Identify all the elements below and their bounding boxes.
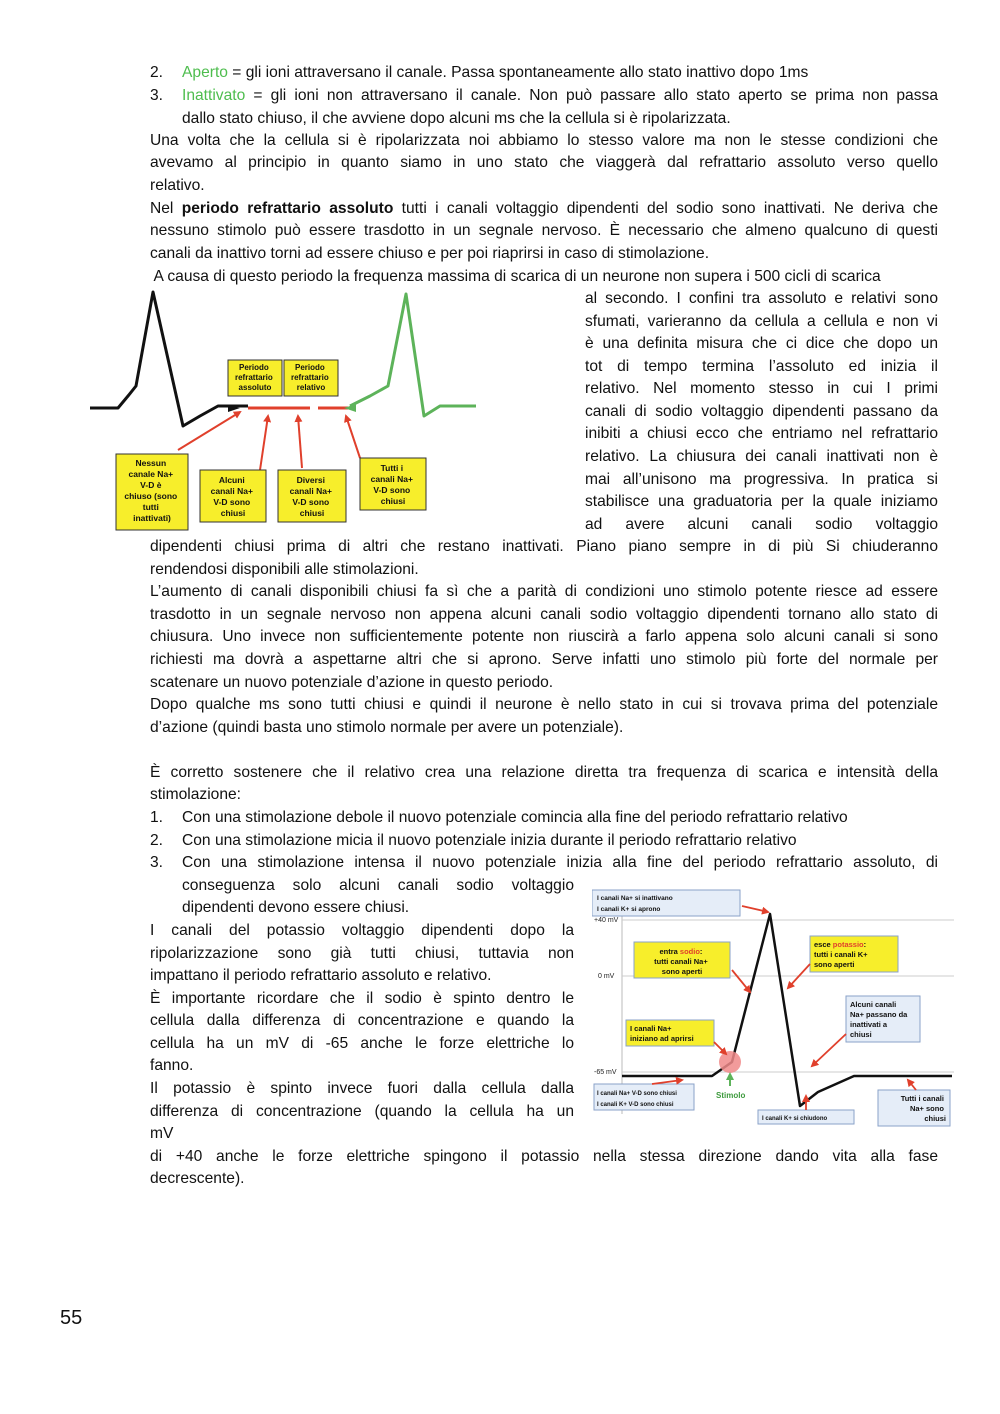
axis-label-plus40: +40 mV (594, 917, 619, 924)
wrap-line: relativo. Nel momento stesso in cui I primi (585, 380, 938, 397)
wrap-line: fanno. (150, 1057, 194, 1074)
arrow-top (742, 906, 768, 912)
red-arrow-4 (346, 416, 360, 458)
wrap-line: al secondo. I confini tra assoluto e relativi sono (585, 290, 938, 307)
list-item: Con una stimolazione debole il nuovo potenziale comincia alla fine del periodo refrattario relativo (182, 809, 848, 826)
term-aperto: Aperto (182, 64, 228, 81)
svg-text:entra sodio: tutti canal: entra sodio: tutti canali Na+ sono aperti (654, 947, 708, 976)
list-number: 3. (150, 854, 164, 871)
absolute-period-label: assoluto (238, 383, 272, 392)
action-potential-trace-green (350, 294, 476, 416)
wrap-line: è una definita misura che ci dice che dopo un (585, 335, 938, 352)
action-potential-figure (592, 884, 954, 1130)
arrow-bottom-left (652, 1080, 682, 1084)
svg-text:I canali Na+ V-D sono chiusi: I canali Na+ V-D sono chiusi I canali K+ V-D sono chiusi (597, 1091, 677, 1108)
wrap-line: ripolarizzazione sono già tutti chiusi, tuttavia non (150, 945, 574, 962)
list-number: 2. (150, 64, 164, 81)
svg-text:Diversi canali Na+: Diversi canali Na+ V-D sono chiusi (289, 475, 332, 518)
paragraph-line: trasdotto in un segnale nervoso non appena alcuni canali sodio voltaggio dipendenti tornano allo stato di (150, 606, 938, 623)
paragraph-line: rendendosi disponibili alle stimolazioni. (150, 561, 419, 578)
red-arrow-3 (298, 416, 302, 468)
page-number: 55 (60, 1307, 83, 1329)
svg-text:esce potassio: tutti i c: esce potassio: tutti i canali K+ sono aperti (814, 940, 868, 969)
absolute-period-label: refrattario (234, 373, 273, 382)
paragraph-line: canali da inattivo torni ad essere chiuso e per poi riaprirsi in caso di stimolazione. (150, 245, 710, 262)
svg-text:Nessun canale Na+: Nessun canale Na+ V-D è chiuso (sono tutti inattivati) (124, 458, 178, 523)
wrap-line: cellula ha un mV di -65 anche le forze elettriche lo (150, 1035, 574, 1052)
wrap-line: cellula dalla differenza di concentrazione e quando la (150, 1012, 574, 1029)
paragraph-line: richiesti ma dovrà a aspettarne altri che si aprono. Serve infatti uno stimolo più forte del normale per (150, 651, 938, 668)
paragraph-line: L’aumento di canali disponibili chiusi fa sì che a parità di condizioni uno stimolo potente riesce ad essere (150, 583, 938, 600)
paragraph-line: Nel periodo refrattario assoluto tutti i canali voltaggio dipendenti del sodio sono inattivati. Ne deriva che (150, 200, 938, 217)
paragraph-line: dipendenti chiusi prima di altri che restano inattivati. Piano piano sempre in di più Si chiuderanno (150, 538, 938, 555)
paragraph-line: decrescente). (150, 1170, 245, 1187)
relative-period-label: Periodo (294, 363, 325, 372)
list-item: Aperto = gli ioni attraversano il canale. Passa spontaneamente allo stato inattivo dopo 1ms (182, 64, 809, 81)
svg-text:Tutti i canali Na+ sono: Tutti i canali Na+ sono chiusi (900, 1094, 946, 1123)
arrow-some (812, 1034, 846, 1066)
svg-text:Periodo refrattario (291, 363, 331, 392)
wrap-line: differenza di concentrazione (quando la cellula ha un (150, 1103, 574, 1120)
paragraph-line: Una volta che la cellula si è ripolarizzata noi abbiamo lo stesso valore ma non le stesse condizioni che (150, 132, 938, 149)
red-arrow-1 (178, 412, 240, 450)
list-item-continuation: dipendenti devono essere chiusi. (182, 899, 410, 916)
paragraph-line: relativo. (150, 177, 205, 194)
wrap-line: inibiti a chiusi ecco che entriamo nel refrattario (585, 425, 938, 442)
wrap-line: relativo. La chiusura dei canali inattivati non è (585, 448, 938, 465)
arrow-sodium (732, 970, 750, 992)
paragraph-line: È corretto sostenere che il relativo crea una relazione diretta tra frequenza di scarica e intensità della (150, 764, 938, 781)
svg-text:Alcuni canali Na+ passan: Alcuni canali Na+ passano da inattivati a chiusi (850, 1000, 908, 1039)
list-number: 2. (150, 832, 164, 849)
absolute-period-label: Periodo (238, 363, 269, 372)
wrap-line: stabilisce una graduatoria per la quale iniziamo (585, 493, 938, 510)
paragraph-line: nessuno stimolo può essere trasdotto in un segnale nervoso. È necessario che almeno qualcuno di questi (150, 222, 938, 239)
list-number: 1. (150, 809, 164, 826)
wrap-line: tot di tempo termina l’assoluto ed inizia il (585, 358, 938, 375)
relative-period-label: relativo (296, 383, 326, 392)
refractory-period-figure (88, 288, 488, 534)
wrap-line: Il potassio è spinto invece fuori dalla cellula dalla (150, 1080, 574, 1097)
bold-term: periodo refrattario assoluto (181, 200, 394, 217)
paragraph-line: chiusura. Uno invece non sufficientemente potente non riuscirà a farlo appena solo alcuni canali si sono (150, 628, 938, 645)
wrap-line: canali di sodio voltaggio dipendenti passano da (585, 403, 938, 420)
axis-label-minus65: -65 mV (594, 1069, 617, 1076)
svg-text:I canali Na+ iniziano ad: I canali Na+ iniziano ad aprirsi (630, 1024, 694, 1043)
paragraph-line: A causa di questo periodo la frequenza massima di scarica di un neurone non supera i 500 cicli di scarica (150, 268, 881, 285)
paragraph-line: scatenare un nuovo potenziale d’azione in questo periodo. (150, 674, 554, 691)
stimulus-label: Stimolo (716, 1091, 746, 1100)
paragraph-line: stimolazione: (150, 786, 242, 803)
wrap-line: mV (150, 1125, 174, 1142)
list-item: Con una stimolazione micia il nuovo potenziale inizia durante il periodo refrattario relativo (182, 832, 797, 849)
wrap-line: sfumati, varieranno da cellula a cellula e non vi (585, 313, 938, 330)
paragraph-line: avevamo al principio in quanto siamo in uno stato che viaggerà dal refrattario assoluto verso quello (150, 154, 938, 171)
red-arrow-2 (260, 416, 268, 470)
arrow-all-closed (908, 1080, 916, 1090)
arrow-begin (714, 1042, 726, 1054)
list-item-continuation: dallo stato chiuso, il che avviene dopo alcuni ms che la cellula si è ripolarizzata. (182, 110, 731, 127)
stimulus-dot (719, 1051, 741, 1073)
svg-text:Tutti i canali Na+: Tutti i canali Na+ V-D sono chiusi (370, 463, 413, 506)
wrap-line: È importante ricordare che il sodio è spinto dentro le (150, 990, 574, 1007)
list-item-continuation: conseguenza solo alcuni canali sodio voltaggio (182, 877, 574, 894)
paragraph-line: Dopo qualche ms sono tutti chiusi e quindi il neurone è nello stato in cui si trovava prima del potenziale (150, 696, 938, 713)
paragraph-line: d’azione (quindi basta uno stimolo normale per avere un potenziale). (150, 719, 624, 736)
wrap-line: mai all’unisono ma progressiva. In pratica si (585, 471, 938, 488)
action-potential-trace-black (90, 292, 248, 426)
k-close-label: I canali K+ si chiudono (762, 1116, 828, 1122)
wrap-line: impattano il periodo refrattario assoluto e relativo. (150, 967, 492, 984)
axis-label-zero: 0 mV (598, 973, 615, 980)
list-item: Con una stimolazione intensa il nuovo potenziale inizia alla fine del periodo refrattario assoluto, di (182, 854, 938, 871)
wrap-line: ad avere alcuni canali sodio voltaggio (585, 516, 938, 533)
term-inattivato: Inattivato (182, 87, 246, 104)
list-number: 3. (150, 87, 164, 104)
list-item: Inattivato = gli ioni non attraversano il canale. Non può passare allo stato aperto se prima non passa (182, 87, 938, 104)
svg-text:I canali Na+ si inattivano: I canali Na+ si inattivano I canali K+ si aprono (597, 895, 673, 913)
svg-text:Periodo refrattario (235, 363, 275, 392)
paragraph-line: di +40 anche le forze elettriche spingono il potassio nella stessa direzione dando vita alla fase (150, 1148, 938, 1165)
relative-period-label: refrattario (290, 373, 329, 382)
svg-text:Alcuni canali Na+: Alcuni canali Na+ V-D sono chiusi (210, 475, 253, 518)
wrap-line: I canali del potassio voltaggio dipendenti dopo la (150, 922, 574, 939)
